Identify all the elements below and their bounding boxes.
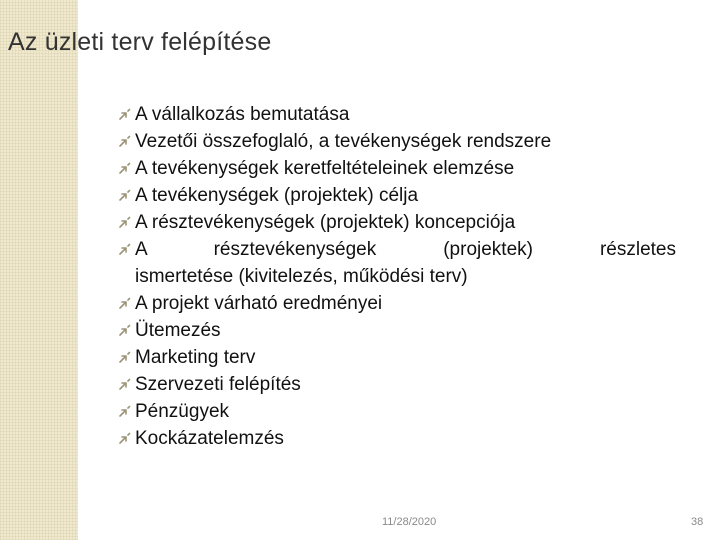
list-item — [118, 290, 676, 317]
list-item — [118, 371, 676, 398]
list-item — [118, 101, 676, 128]
bullet-text: A tevékenységek (projektek) célja — [135, 185, 419, 206]
arrow-bullet-icon — [118, 135, 131, 148]
arrow-bullet-icon — [118, 432, 131, 445]
arrow-bullet-icon — [118, 351, 131, 364]
bullet-text: Marketing terv — [135, 347, 256, 368]
list-item — [118, 155, 676, 182]
bullet-text: A résztevékenységek (projektek) részletes — [135, 239, 676, 260]
list-item — [118, 344, 676, 371]
arrow-bullet-icon — [118, 378, 131, 391]
slide-title: Az üzleti terv felépítése — [8, 28, 272, 56]
arrow-bullet-icon — [118, 108, 131, 121]
arrow-bullet-icon — [118, 243, 131, 256]
side-texture-panel — [0, 0, 78, 540]
list-item — [118, 209, 676, 236]
bullet-text: A tevékenységek keretfeltételeinek elemzése — [135, 158, 515, 179]
bullet-text-continuation: ismertetése (kivitelezés, működési terv) — [135, 266, 468, 287]
arrow-bullet-icon — [118, 189, 131, 202]
arrow-bullet-icon — [118, 162, 131, 175]
arrow-bullet-icon — [118, 216, 131, 229]
page-number: 38 — [691, 516, 704, 528]
bullet-text: Kockázatelemzés — [135, 428, 284, 449]
bullet-text: A vállalkozás bemutatása — [135, 104, 350, 125]
bullet-list — [118, 101, 676, 452]
list-item — [118, 128, 676, 155]
bullet-text: A projekt várható eredményei — [135, 293, 383, 314]
list-item — [118, 236, 676, 290]
bullet-text: Pénzügyek — [135, 401, 230, 422]
bullet-text: Szervezeti felépítés — [135, 374, 301, 395]
list-item — [118, 182, 676, 209]
list-item — [118, 317, 676, 344]
bullet-text: Vezetői összefoglaló, a tevékenységek rendszere — [135, 131, 552, 152]
list-item — [118, 398, 676, 425]
arrow-bullet-icon — [118, 324, 131, 337]
list-item — [118, 425, 676, 452]
arrow-bullet-icon — [118, 297, 131, 310]
bullet-text: Ütemezés — [135, 320, 221, 341]
arrow-bullet-icon — [118, 405, 131, 418]
bullet-text: A résztevékenységek (projektek) koncepciója — [135, 212, 516, 233]
footer-date: 11/28/2020 — [382, 516, 437, 528]
